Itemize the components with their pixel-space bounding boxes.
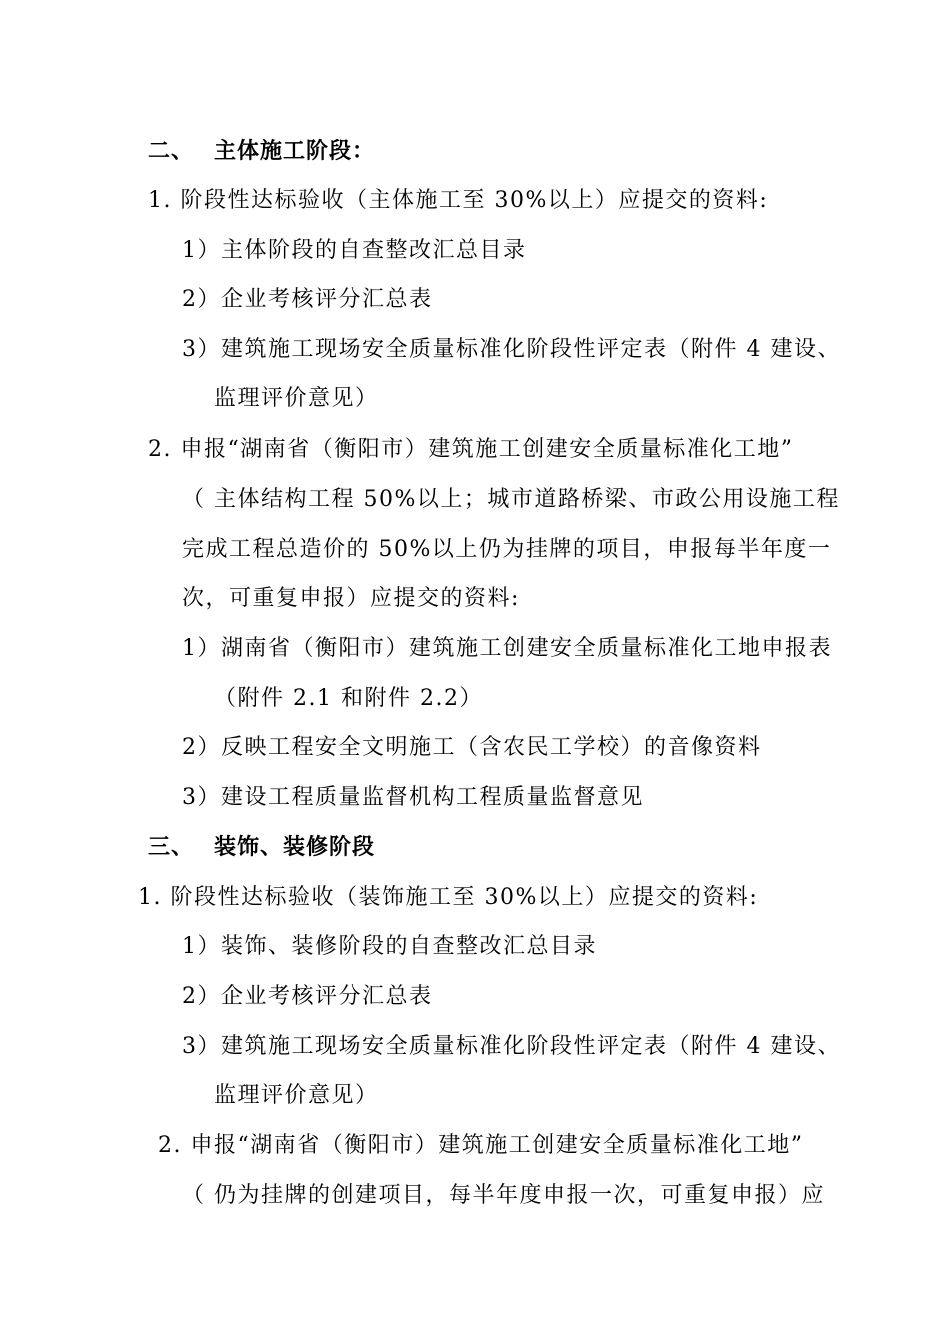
section-2-item-2-sub-2: 2）反映工程安全文明施工（含农民工学校）的音像资料 — [182, 735, 762, 760]
section-2-item-2-line-1: 2. 申报“湖南省（衡阳市）建筑施工创建安全质量标准化工地” — [148, 437, 794, 462]
section-3-item-1-sub-1: 1）装饰、装修阶段的自查整改汇总目录 — [182, 934, 597, 959]
section-3-item-2-line-2: （ 仍为挂牌的创建项目，每半年度申报一次，可重复申报）应 — [182, 1183, 825, 1208]
section-3-heading-title: 装饰、装修阶段 — [214, 835, 376, 860]
section-3-item-2-line-1: 2. 申报“湖南省（衡阳市）建筑施工创建安全质量标准化工地” — [158, 1133, 804, 1158]
section-2-item-1-sub-1: 1）主体阶段的自查整改汇总目录 — [182, 238, 527, 263]
section-3-item-1: 1. 阶段性达标验收（装饰施工至 30%以上）应提交的资料: — [138, 885, 759, 910]
section-3-item-1-sub-3-cont: 监理评价意见） — [214, 1083, 379, 1108]
section-3-item-1-sub-3: 3）建筑施工现场安全质量标准化阶段性评定表（附件 4 建设、 — [182, 1034, 841, 1059]
section-2-item-1-sub-3-cont: 监理评价意见） — [214, 386, 379, 411]
section-2-item-1-sub-3: 3）建筑施工现场安全质量标准化阶段性评定表（附件 4 建设、 — [182, 337, 841, 362]
section-2-item-2-sub-1: 1）湖南省（衡阳市）建筑施工创建安全质量标准化工地申报表 — [182, 636, 832, 661]
section-3-item-1-sub-2: 2）企业考核评分汇总表 — [182, 984, 433, 1009]
section-2-heading-number: 二、 — [148, 139, 195, 164]
section-2-item-2-line-4: 次，可重复申报）应提交的资料: — [182, 586, 520, 611]
section-2-item-2-sub-3: 3）建设工程质量监督机构工程质量监督意见 — [182, 785, 644, 810]
section-2-heading-title: 主体施工阶段： — [214, 139, 376, 164]
section-2-item-2-sub-1-cont: （附件 2.1 和附件 2.2） — [214, 686, 483, 711]
section-2-item-2-line-3: 完成工程总造价的 50%以上仍为挂牌的项目，申报每半年度一 — [182, 537, 832, 562]
section-2-item-1-sub-2: 2）企业考核评分汇总表 — [182, 287, 433, 312]
section-2-item-2-line-2: （ 主体结构工程 50%以上；城市道路桥梁、市政公用设施工程 — [182, 487, 840, 512]
section-3-heading-number: 三、 — [148, 835, 195, 860]
section-2-item-1: 1. 阶段性达标验收（主体施工至 30%以上）应提交的资料: — [148, 188, 769, 213]
